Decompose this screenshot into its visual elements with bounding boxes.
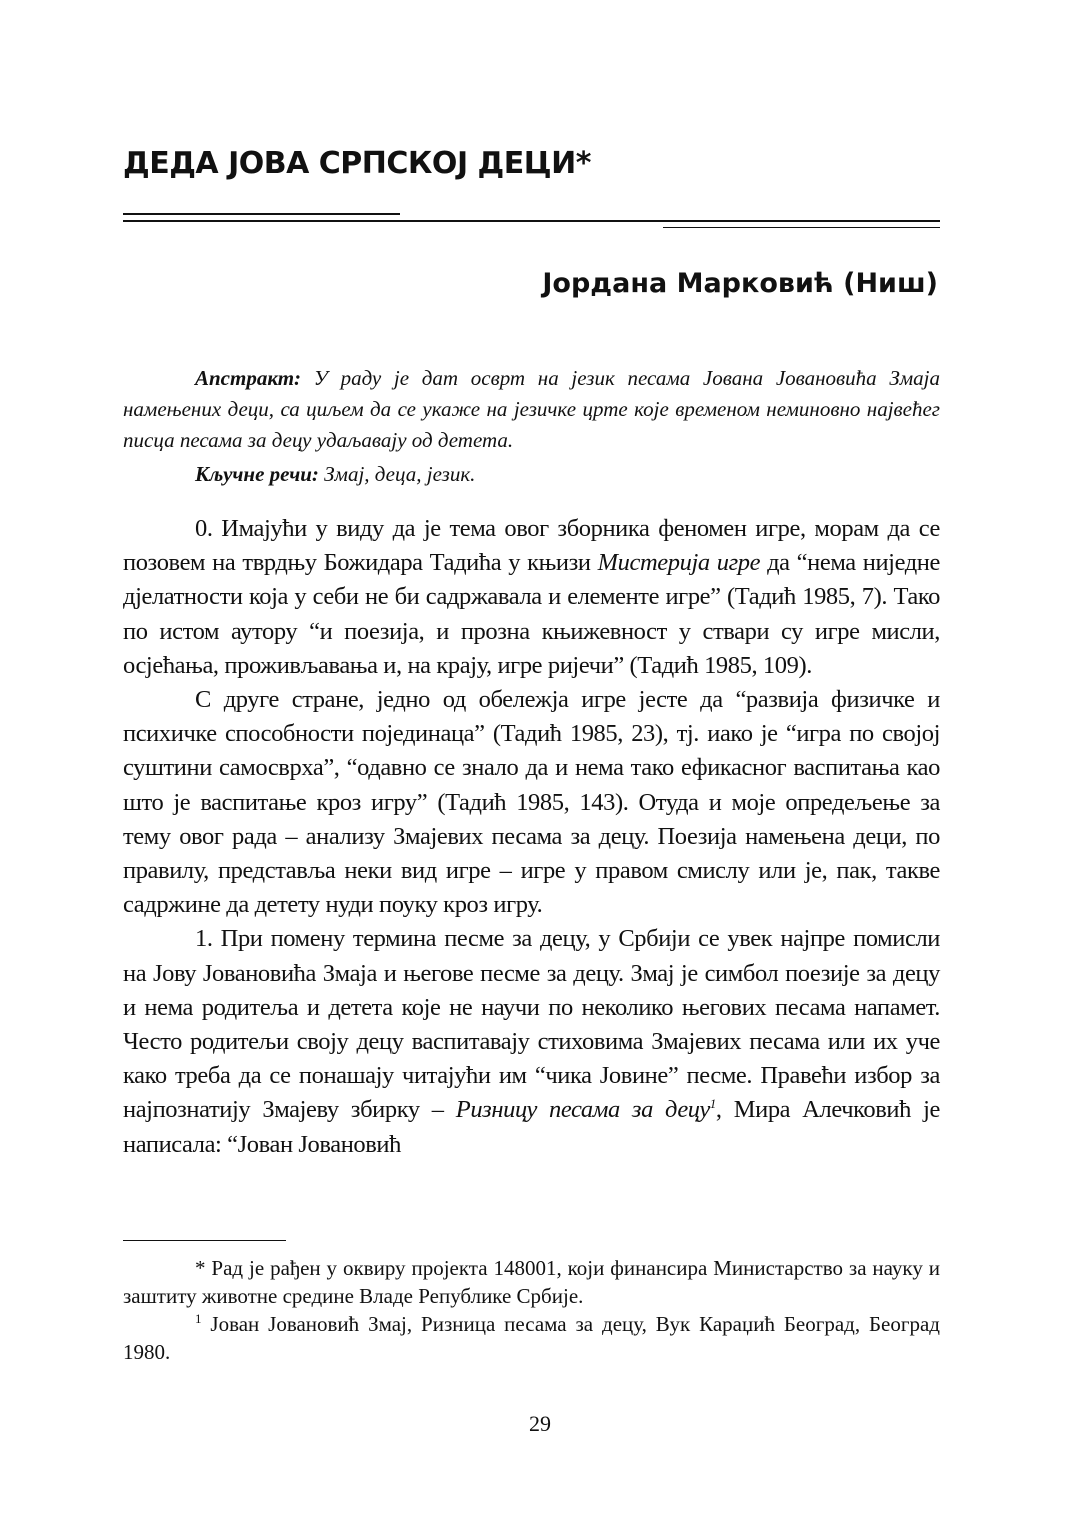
- abstract-block: [123, 363, 940, 456]
- keywords-label: Кључне речи:: [195, 462, 319, 486]
- paragraph: С друге стране, једно од обележја игре јесте да “развија физичке и психичке способности појединаца” (Тадић 1985, 23), тј. иако је “игра по својој суштини самосврха”, “одавно се знало да и нема тако ефикасног васпитања као што је васпитање кроз игру” (Тадић 1985, 143). Отуда и моје опредељење за тему овог рада – анализу Змајевих песама за децу. Поезија намењена деци, по правилу, представља неки вид игре – игре у правом смислу или је, пак, такве садржине да детету нуди поуку кроз игру.: [123, 686, 940, 919]
- footnote-2: [123, 1310, 940, 1366]
- paragraph-text: 0. Имајући у виду да је тема овог зборника феномен игре, морам да се позовем на тврдњу Божидара Тадића у књизи: [123, 515, 940, 577]
- main-text: [123, 512, 940, 1162]
- title-rule-short: [123, 213, 400, 215]
- author-name: Јордана Марковић (Ниш): [542, 268, 938, 299]
- title-rule-long: [123, 220, 940, 222]
- paragraph-text: да “нема ниједне дјелатности која у себи не би садржавала и елементе игре” (Тадић 1985, 7). Тако по истом аутору “и поезија, и прозна књижевност у ствари су игре мисли, осјећања, проживљавања и, на крају, игре ријечи” (Тадић 1985, 109).: [123, 549, 940, 679]
- footnote-number: 1: [195, 1311, 202, 1326]
- page-number: 29: [529, 1411, 551, 1436]
- footnotes: [123, 1254, 940, 1366]
- paragraph-text: 1. При помену термина песме за децу, у Србији се увек најпре помисли на Јову Јовановића Змаја и његове песме за децу. Змај је симбол поезије за децу и нема родитеља и детета које не научи по неколико његових песама напамет. Често родитељи своју децу васпитавају стиховима Змајевих песама или их уче како треба да се понашају читајући им “чика Јовине” песме. Правећи избор за најпознатију Змајеву збирку –: [123, 925, 940, 1124]
- abstract-label: Апстракт:: [195, 366, 302, 390]
- footnote-1: * Рад је рађен у оквиру пројекта 148001, који финансира Министарство за науку и заштиту животне средине Владе Републике Србије.: [123, 1256, 940, 1308]
- paragraph: [123, 922, 940, 1161]
- keywords-line: [123, 460, 940, 489]
- footnote-marker[interactable]: 1: [709, 1096, 716, 1112]
- article-title: ДЕДА ЈОВА СРПСКОЈ ДЕЦИ*: [123, 146, 591, 181]
- footnote-rule: [123, 1240, 286, 1241]
- keywords-text: Змај, деца, језик.: [318, 462, 476, 486]
- title-rule-right: [663, 227, 940, 228]
- book-title: Ризницу песама за децу: [455, 1096, 710, 1124]
- abstract-text: У раду је дат осврт на језик песама Јована Јовановића Змаја намењених деци, са циљем да се укаже на језичке црте које временом неминовно највећег писца песама за децу удаљавају од детета.: [123, 366, 940, 452]
- paragraph-text: , Мира Алечковић је написала: “Јован Јовановић: [123, 1096, 940, 1158]
- book-title: Мистерија игре: [597, 549, 761, 577]
- paragraph: [123, 512, 940, 683]
- footnote-text: Јован Јовановић Змај, Ризница песама за децу, Вук Караџић Београд, Београд 1980.: [123, 1312, 940, 1364]
